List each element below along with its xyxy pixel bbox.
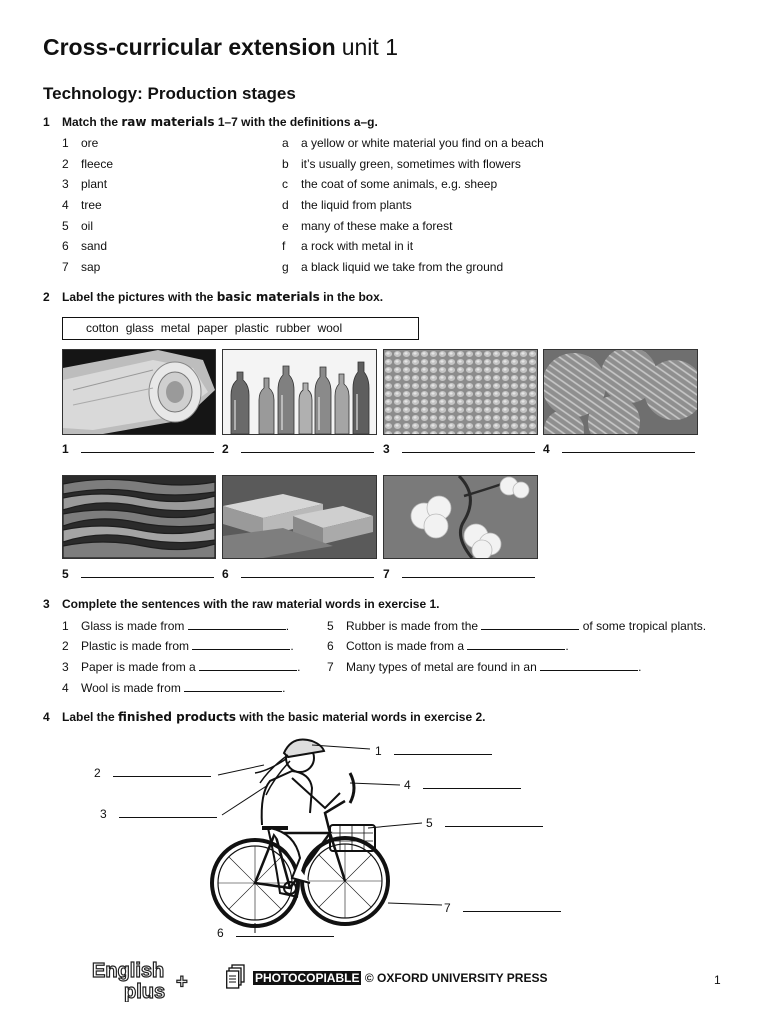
ex1-definition: e many of these make a forest	[282, 219, 453, 233]
ex4-instruction: 4 Label the finished products with the basic material words in exercise 2.	[43, 710, 486, 724]
answer-blank[interactable]	[113, 765, 211, 777]
answer-blank[interactable]	[445, 815, 543, 827]
answer-blank[interactable]	[394, 743, 492, 755]
ex2-highlight: basic materials	[216, 290, 320, 304]
section-heading: Technology: Production stages	[43, 84, 296, 103]
publisher-label: © OXFORD UNIVERSITY PRESS	[364, 971, 548, 985]
answer-blank[interactable]	[81, 441, 214, 453]
word-box-word: paper	[197, 321, 228, 335]
worksheet-title	[43, 34, 398, 61]
title-text: Cross-curricular extension	[43, 34, 336, 60]
metal-blocks-photo	[222, 475, 377, 559]
unit-label: unit 1	[341, 34, 398, 60]
ex2-number: 2	[43, 290, 50, 304]
picture-label-4: 4	[543, 441, 695, 456]
cyclist-illustration	[200, 733, 450, 943]
word-box-word: cotton	[86, 321, 119, 335]
ex3-number: 3	[43, 597, 50, 611]
word-box-word: plastic	[234, 321, 269, 335]
photocopiable-label: PHOTOCOPIABLE	[255, 971, 360, 985]
answer-blank[interactable]	[236, 925, 334, 937]
ex4-highlight: finished products	[118, 710, 237, 724]
page-number: 1	[714, 973, 721, 987]
ex3-sentence: 4 Wool is made from .	[62, 681, 286, 695]
answer-blank[interactable]	[402, 566, 535, 578]
answer-blank[interactable]	[540, 659, 638, 671]
ex2-instruction: 2 Label the pictures with the basic materials in the box.	[43, 290, 384, 304]
picture-label-3: 3	[383, 441, 535, 456]
answer-blank[interactable]	[188, 618, 286, 630]
answer-blank[interactable]	[402, 441, 535, 453]
ex3-instruction: 3 Complete the sentences with the raw material words in exercise 1.	[43, 597, 440, 611]
word-box-word: wool	[317, 321, 343, 335]
bike-label-7: 7	[444, 900, 561, 915]
picture-label-2: 2	[222, 441, 374, 456]
ex3-sentence: 1 Glass is made from .	[62, 619, 290, 633]
logo-word-english: English	[92, 960, 165, 982]
word-box	[62, 317, 419, 340]
picture-label-5: 5	[62, 566, 214, 581]
picture-label-6: 6	[222, 566, 374, 581]
logo-plus-sign: +	[176, 971, 188, 993]
answer-blank[interactable]	[199, 659, 297, 671]
ex3-sentence: 7 Many types of metal are found in an .	[327, 660, 642, 674]
ex1-definition: d the liquid from plants	[282, 198, 412, 212]
word-box-word: glass	[125, 321, 154, 335]
word-box-word: rubber	[275, 321, 311, 335]
ex1-left-item: 7 sap	[62, 260, 101, 274]
english-plus-logo	[90, 958, 200, 1002]
bike-label-2: 2	[94, 765, 211, 780]
ex1-left-item: 1 ore	[62, 136, 99, 150]
answer-blank[interactable]	[463, 900, 561, 912]
bike-label-5: 5	[426, 815, 543, 830]
answer-blank[interactable]	[241, 566, 374, 578]
rubber-sheets-photo	[62, 475, 216, 559]
plastic-pellets-photo	[383, 349, 538, 435]
bike-label-1: 1	[375, 743, 492, 758]
footer-copyright	[253, 971, 547, 985]
ex4-number: 4	[43, 710, 50, 724]
ex1-definition: c the coat of some animals, e.g. sheep	[282, 177, 498, 191]
ex1-definition: b it’s usually green, sometimes with flowers	[282, 157, 521, 171]
ex1-left-item: 5 oil	[62, 219, 94, 233]
bike-label-6: 6	[217, 925, 334, 940]
bike-label-4: 4	[404, 777, 521, 792]
answer-blank[interactable]	[81, 566, 214, 578]
answer-blank[interactable]	[119, 806, 217, 818]
answer-blank[interactable]	[467, 638, 565, 650]
ex1-instruction: 1 Match the raw materials 1–7 with the definitions a–g.	[43, 115, 378, 129]
ex1-definition: g a black liquid we take from the ground	[282, 260, 504, 274]
glass-bottles-photo	[222, 349, 377, 435]
wool-balls-photo	[543, 349, 698, 435]
ex1-left-item: 2 fleece	[62, 157, 114, 171]
picture-label-7: 7	[383, 566, 535, 581]
cotton-photo	[383, 475, 538, 559]
picture-label-1: 1	[62, 441, 214, 456]
ex1-left-item: 3 plant	[62, 177, 108, 191]
logo-word-plus: plus	[124, 981, 166, 1002]
ex1-definition: a a yellow or white material you find on a beach	[282, 136, 544, 150]
answer-blank[interactable]	[184, 680, 282, 692]
ex1-number: 1	[43, 115, 50, 129]
word-box-word: metal	[160, 321, 191, 335]
ex1-left-item: 4 tree	[62, 198, 102, 212]
ex1-definition: f a rock with metal in it	[282, 239, 414, 253]
answer-blank[interactable]	[481, 618, 579, 630]
photocopy-icon	[226, 964, 246, 990]
ex3-sentence: 5 Rubber is made from the of some tropical plants.	[327, 619, 707, 633]
answer-blank[interactable]	[192, 638, 290, 650]
ex3-sentence: 2 Plastic is made from .	[62, 639, 294, 653]
answer-blank[interactable]	[562, 441, 695, 453]
answer-blank[interactable]	[241, 441, 374, 453]
answer-blank[interactable]	[423, 777, 521, 789]
ex3-sentence: 6 Cotton is made from a .	[327, 639, 569, 653]
bike-label-3: 3	[100, 806, 217, 821]
ex1-left-item: 6 sand	[62, 239, 108, 253]
ex3-sentence: 3 Paper is made from a .	[62, 660, 301, 674]
paper-roll-photo	[62, 349, 216, 435]
ex1-highlight: raw materials	[121, 115, 215, 129]
